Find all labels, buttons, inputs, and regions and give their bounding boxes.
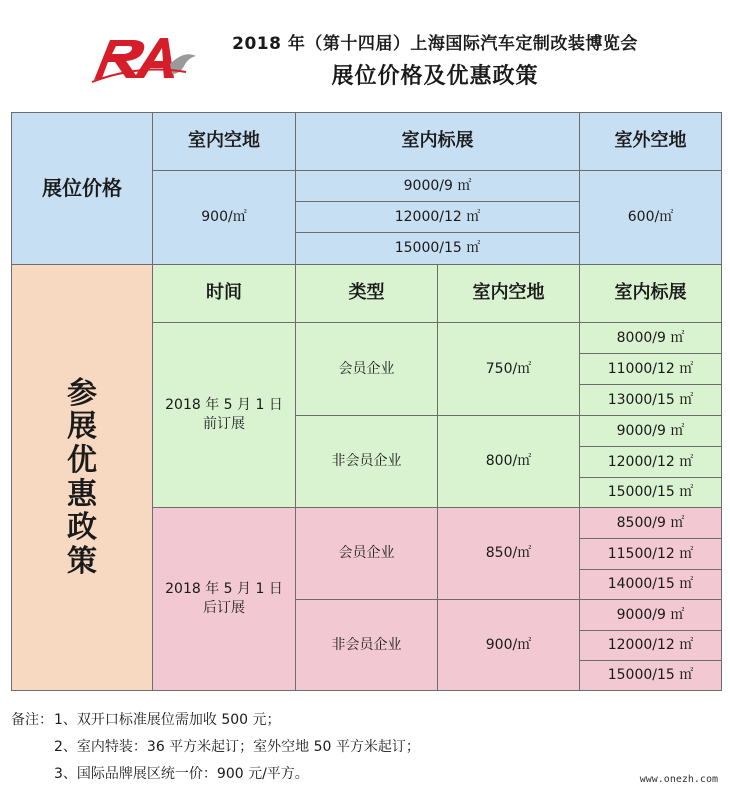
discount-section-label <box>11 264 153 691</box>
note-item: 2、室内特装：36 平方米起订；室外空地 50 平方米起订； <box>54 739 420 755</box>
group-type: 非会员企业 <box>295 599 438 691</box>
group-space-price: 850/㎡ <box>437 507 580 600</box>
booth-price: 9000/9 ㎡ <box>579 415 722 447</box>
group-type: 会员企业 <box>295 322 438 416</box>
period-time-cell <box>152 507 296 691</box>
discount-header-standard-booth: 室内标展 <box>579 264 722 323</box>
price-header-outdoor-space: 室外空地 <box>579 112 722 171</box>
booth-price: 12000/12 ㎡ <box>579 446 722 478</box>
period-date: 2018 年 5 月 1 日 <box>165 581 283 598</box>
discount-header-indoor-space: 室内空地 <box>437 264 580 323</box>
note-item: 3、国际品牌展区统一价：900 元/平方。 <box>54 766 309 782</box>
discount-header-time: 时间 <box>152 264 296 323</box>
price-outdoor-space-value: 600/㎡ <box>579 170 722 265</box>
discount-label-char: 策 <box>67 543 97 579</box>
discount-header-type: 类型 <box>295 264 438 323</box>
price-standard-booth-value: 15000/15 ㎡ <box>295 232 580 265</box>
price-header-indoor-space: 室内空地 <box>152 112 296 171</box>
period-time-cell <box>152 322 296 508</box>
expo-logo-icon <box>88 34 200 84</box>
booth-price: 15000/15 ㎡ <box>579 660 722 691</box>
period-suffix: 前订展 <box>203 416 245 432</box>
booth-price: 14000/15 ㎡ <box>579 569 722 600</box>
group-space-price: 900/㎡ <box>437 599 580 691</box>
booth-price: 9000/9 ㎡ <box>579 599 722 631</box>
note-item: 1、双开口标准展位需加收 500 元； <box>54 712 281 728</box>
group-space-price: 800/㎡ <box>437 415 580 508</box>
discount-label-char: 优 <box>67 442 97 478</box>
booth-price: 12000/12 ㎡ <box>579 630 722 661</box>
discount-label-char: 参 <box>67 375 97 411</box>
price-section-label: 展位价格 <box>11 112 153 265</box>
discount-label-char: 政 <box>67 510 97 546</box>
booth-price: 11500/12 ㎡ <box>579 538 722 570</box>
price-header-standard-booth: 室内标展 <box>295 112 580 171</box>
page-subtitle: 展位价格及优惠政策 <box>331 64 539 89</box>
price-indoor-space-value: 900/㎡ <box>152 170 296 265</box>
price-standard-booth-value: 12000/12 ㎡ <box>295 201 580 233</box>
group-type: 非会员企业 <box>295 415 438 508</box>
period-date: 2018 年 5 月 1 日 <box>165 397 283 414</box>
page-title: 2018 年（第十四届）上海国际汽车定制改装博览会 <box>232 34 638 54</box>
watermark: www.onezh.com <box>639 774 718 785</box>
discount-label-char: 展 <box>67 409 97 445</box>
booth-price: 8000/9 ㎡ <box>579 322 722 354</box>
discount-label-char: 惠 <box>67 476 97 512</box>
period-suffix: 后订展 <box>203 600 245 616</box>
price-standard-booth-value: 9000/9 ㎡ <box>295 170 580 202</box>
booth-price: 11000/12 ㎡ <box>579 353 722 385</box>
booth-price: 15000/15 ㎡ <box>579 477 722 508</box>
booth-price: 13000/15 ㎡ <box>579 384 722 416</box>
booth-price: 8500/9 ㎡ <box>579 507 722 539</box>
group-type: 会员企业 <box>295 507 438 600</box>
group-space-price: 750/㎡ <box>437 322 580 416</box>
notes-prefix: 备注： <box>11 712 53 728</box>
